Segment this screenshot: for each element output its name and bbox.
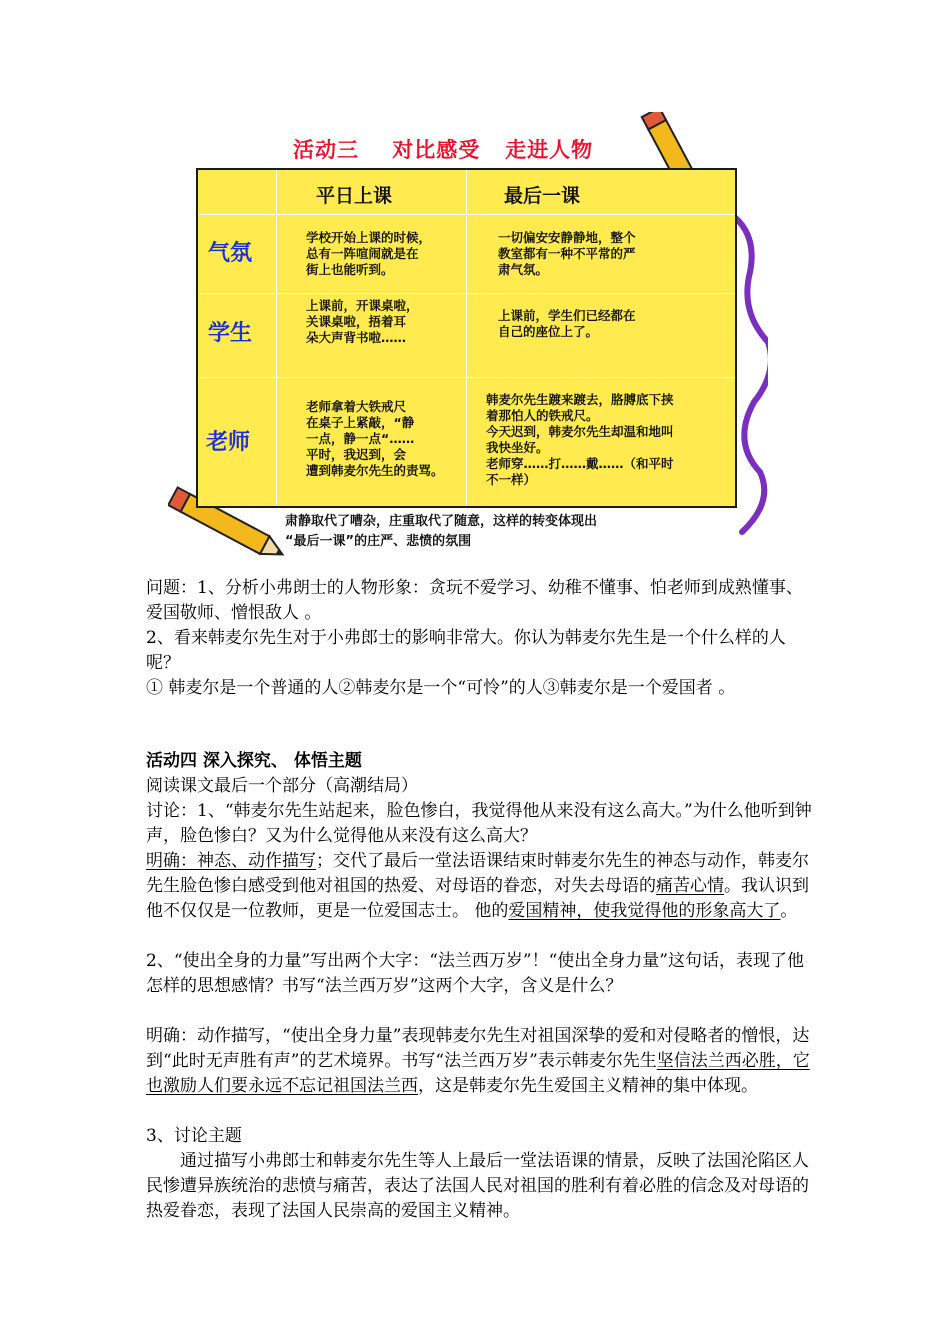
cell-students-last: 上课前，学生们已经都在 自己的座位上了。 — [498, 308, 636, 339]
cell-teacher-usual: 老师拿着大铁戒尺 在桌子上紧敲，“静 一点，静一点“…… 平时，我迟到，会 遭到韩麦尔先生的责骂。 — [306, 399, 444, 478]
clarification-2 — [146, 1024, 816, 1099]
table-divider — [276, 170, 277, 506]
underlined-text: 坚信法兰西必胜，它也激励人们要永远不忘记祖国法兰西 — [146, 1051, 810, 1096]
table-divider — [466, 170, 467, 506]
activity4-heading: 活动四 深入探究、 体悟主题 — [146, 751, 362, 771]
discussion-3: 3、讨论主题 — [146, 1126, 242, 1146]
plain-text: 。我认识到他不仅仅是一位教师，更是一位爱国志士。 他的 — [146, 876, 809, 921]
cell-atmosphere-last: 一切偏安安静静地，整个 教室都有一种不平常的严 肃气氛。 — [498, 230, 636, 277]
cell-teacher-last: 韩麦尔先生踱来踱去，胳膊底下挟 着那怕人的铁戒尺。 今天迟到，韩麦尔先生却温和地叫 我快坐好。 老师穿……打……戴……（和平时 不一样） — [486, 392, 674, 487]
underlined-text: 明确：神态、动作描写 — [146, 851, 316, 871]
row-label-teacher: 老师 — [206, 430, 251, 455]
discussion-1: 讨论：1、“韩麦尔先生站起来，脸色惨白，我觉得他从来没有这么高大。”为什么他听到钟声，脸色惨白？又为什么觉得他从来没有这么高大？ — [146, 801, 812, 846]
underlined-text: 爱国精神，使我觉得他的形象高大了 — [508, 901, 781, 921]
comparison-table — [196, 168, 737, 508]
clarification-1 — [146, 849, 816, 924]
cell-atmosphere-usual: 学校开始上课的时候， 总有一阵喧闹就是在 街上也能听到。 — [306, 230, 432, 277]
plain-text: 明确：动作描写，“使出全身力量”表现韩麦尔先生对祖国深挚的爱和对侵略者的憎恨，达到“此时无声胜有声”的艺术境界。书写“法兰西万岁”表示韩麦尔先生 — [146, 1026, 810, 1071]
header-last: 最后一课 — [504, 185, 581, 207]
cell-students-usual: 上课前，开课桌啦， 关课桌啦，捂着耳 朵大声背书啦…… — [306, 298, 419, 345]
plain-text: ；交代了最后一堂法语课结束时韩麦尔先生的神态与动作，韩麦尔先生脸色惨白感受到他对祖国的热爱、对母语的眷恋，对失去母语的 — [146, 851, 809, 896]
row-label-atmosphere: 气氛 — [208, 241, 253, 266]
table-divider — [198, 293, 735, 294]
plain-text: 。 — [780, 901, 798, 921]
slide-caption: 肃静取代了嘈杂，庄重取代了随意，这样的转变体现出 “最后一课”的庄严、悲愤的氛围 — [285, 514, 598, 549]
underlined-text: 痛苦心情 — [656, 876, 724, 896]
table-divider — [198, 377, 735, 378]
header-usual: 平日上课 — [316, 185, 393, 207]
table-divider — [198, 214, 735, 215]
discussion-2: 2、“使出全身的力量”写出两个大字：“法兰西万岁”！“使出全身力量”这句话，表现了他怎样的思想感情？书写“法兰西万岁”这两个大字，含义是什么？ — [146, 951, 804, 996]
question-1: 问题：1、分析小弗朗士的人物形象：贪玩不爱学习、幼稚不懂事、怕老师到成熟懂事、爱国敬师、憎恨敌人 。 — [146, 578, 803, 623]
theme-paragraph: 通过描写小弗郎士和韩麦尔先生等人上最后一堂法语课的情景，反映了法国沦陷区人民惨遭异族统治的悲愤与痛苦，表达了法国人民对祖国的胜利有着必胜的信念及对母语的热爱眷恋，表现了法国人民崇高的爱国主义精神。 — [146, 1151, 809, 1221]
row-label-students: 学生 — [208, 321, 253, 346]
question-2-answer: ① 韩麦尔是一个普通的人②韩麦尔是一个“可怜”的人③韩麦尔是一个爱国者 。 — [146, 678, 736, 698]
read-instruction: 阅读课文最后一个部分（高潮结局） — [146, 776, 418, 796]
plain-text: ，这是韩麦尔先生爱国主义精神的集中体现。 — [418, 1076, 758, 1096]
slide-title: 活动三 对比感受 走进人物 — [293, 138, 594, 162]
question-2: 2、看来韩麦尔先生对于小弗郎士的影响非常大。你认为韩麦尔先生是一个什么样的人呢？ — [146, 628, 786, 673]
